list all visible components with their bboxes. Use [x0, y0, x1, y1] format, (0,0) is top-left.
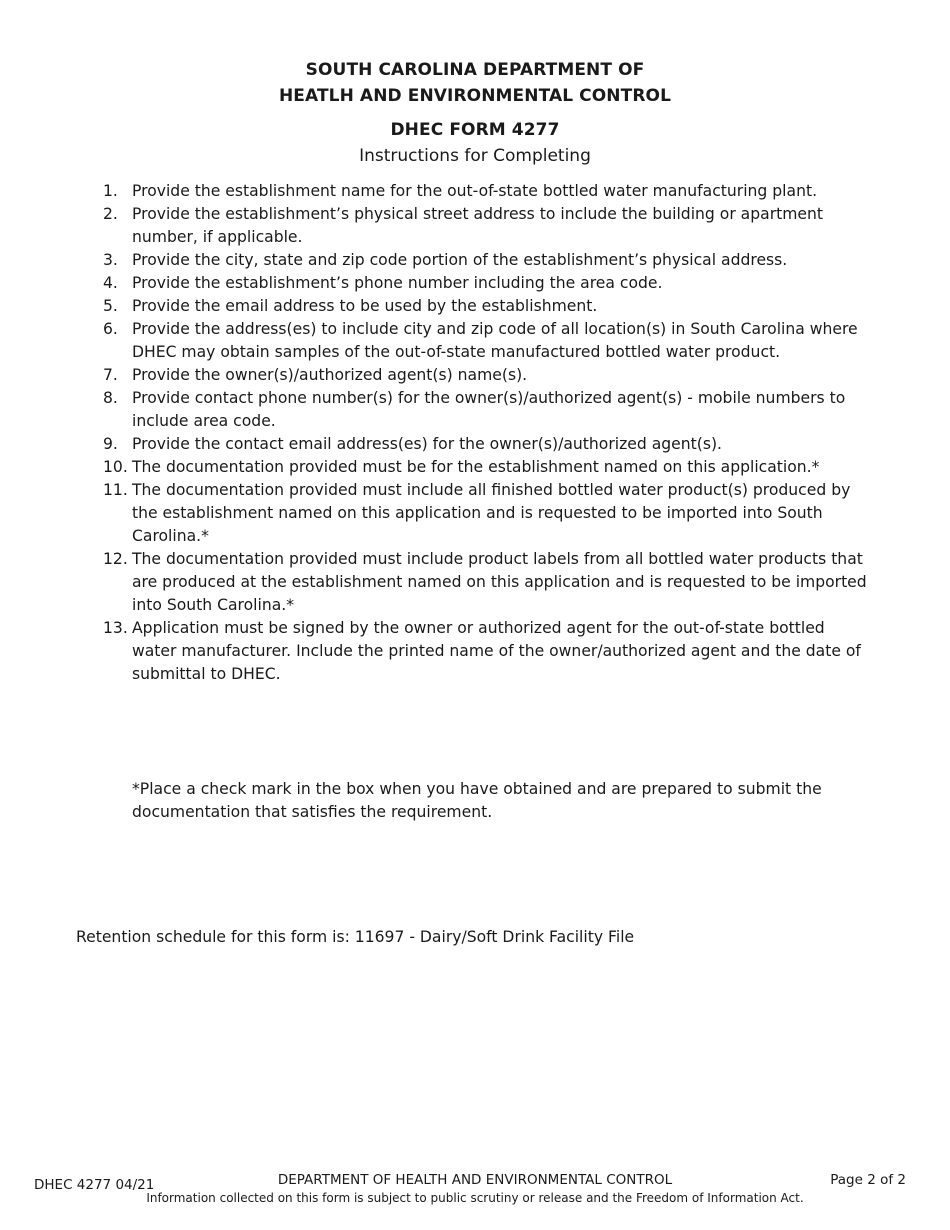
instruction-item	[0, 364, 950, 387]
item-number: 9.	[103, 435, 118, 453]
item-number: 13.	[103, 619, 128, 637]
item-number: 2.	[103, 205, 118, 223]
item-number: 3.	[103, 251, 118, 269]
instruction-item	[0, 249, 950, 272]
item-number: 5.	[103, 297, 118, 315]
item-number: 1.	[103, 182, 118, 200]
retention-schedule: Retention schedule for this form is: 11697 - Dairy/Soft Drink Facility File	[76, 928, 635, 946]
item-text: Provide the city, state and zip code portion of the establishment’s physical address.	[132, 251, 788, 269]
item-number: 6.	[103, 320, 118, 338]
item-text: Provide the address(es) to include city and zip code of all location(s) in South Carolina where DHEC may obtain samples of the out-of-state manufactured bottled water product.	[132, 320, 858, 361]
form-code: DHEC 4277 04/21	[34, 1177, 155, 1193]
agency-name-line-1: SOUTH CAROLINA DEPARTMENT OF	[305, 60, 645, 80]
item-text: Provide the establishment name for the out-of-state bottled water manufacturing plant.	[132, 182, 818, 200]
instruction-item	[0, 479, 950, 548]
checkmark-footnote: *Place a check mark in the box when you have obtained and are prepared to submit the documentation that satisfies the requirement.	[132, 780, 822, 821]
instruction-item	[0, 318, 950, 364]
item-text: The documentation provided must include product labels from all bottled water products that are produced at the establishment named on this application and is requested to be imported into South Carolina.*	[132, 550, 867, 614]
item-text: Provide contact phone number(s) for the owner(s)/authorized agent(s) - mobile numbers to include area code.	[132, 389, 846, 430]
instruction-item	[0, 456, 950, 479]
instruction-item	[0, 295, 950, 318]
instructions-list	[0, 180, 950, 686]
instruction-item	[0, 548, 950, 617]
item-number: 10.	[103, 458, 128, 476]
instruction-item	[0, 203, 950, 249]
instruction-item	[0, 272, 950, 295]
instruction-item	[0, 617, 950, 686]
item-text: The documentation provided must be for the establishment named on this application.*	[132, 458, 820, 476]
item-text: Provide the owner(s)/authorized agent(s) name(s).	[132, 366, 528, 384]
item-text: Provide the establishment’s phone number including the area code.	[132, 274, 663, 292]
item-text: Provide the establishment’s physical street address to include the building or apartment number, if applicable.	[132, 205, 823, 246]
item-text: The documentation provided must include all finished bottled water product(s) produced by the establishment named on this application and is requested to be imported into South Carolina.*	[132, 481, 851, 545]
item-text: Application must be signed by the owner or authorized agent for the out-of-state bottled water manufacturer. Include the printed name of the owner/authorized agent and the date of submittal to DHEC.	[132, 619, 861, 683]
item-number: 11.	[103, 481, 128, 499]
form-title: DHEC FORM 4277	[390, 120, 560, 140]
form-subtitle: Instructions for Completing	[359, 146, 591, 166]
page-number: Page 2 of 2	[830, 1172, 906, 1188]
item-text: Provide the email address to be used by the establishment.	[132, 297, 598, 315]
item-number: 7.	[103, 366, 118, 384]
instruction-item	[0, 180, 950, 203]
item-text: Provide the contact email address(es) for the owner(s)/authorized agent(s).	[132, 435, 722, 453]
item-number: 8.	[103, 389, 118, 407]
item-number: 12.	[103, 550, 128, 568]
item-number: 4.	[103, 274, 118, 292]
foia-notice: Information collected on this form is subject to public scrutiny or release and the Freedom of Information Act.	[146, 1191, 804, 1205]
agency-name-line-2: HEATLH AND ENVIRONMENTAL CONTROL	[278, 86, 672, 106]
instruction-item	[0, 387, 950, 433]
footer-department: DEPARTMENT OF HEALTH AND ENVIRONMENTAL CONTROL	[277, 1172, 673, 1188]
instruction-item	[0, 433, 950, 456]
